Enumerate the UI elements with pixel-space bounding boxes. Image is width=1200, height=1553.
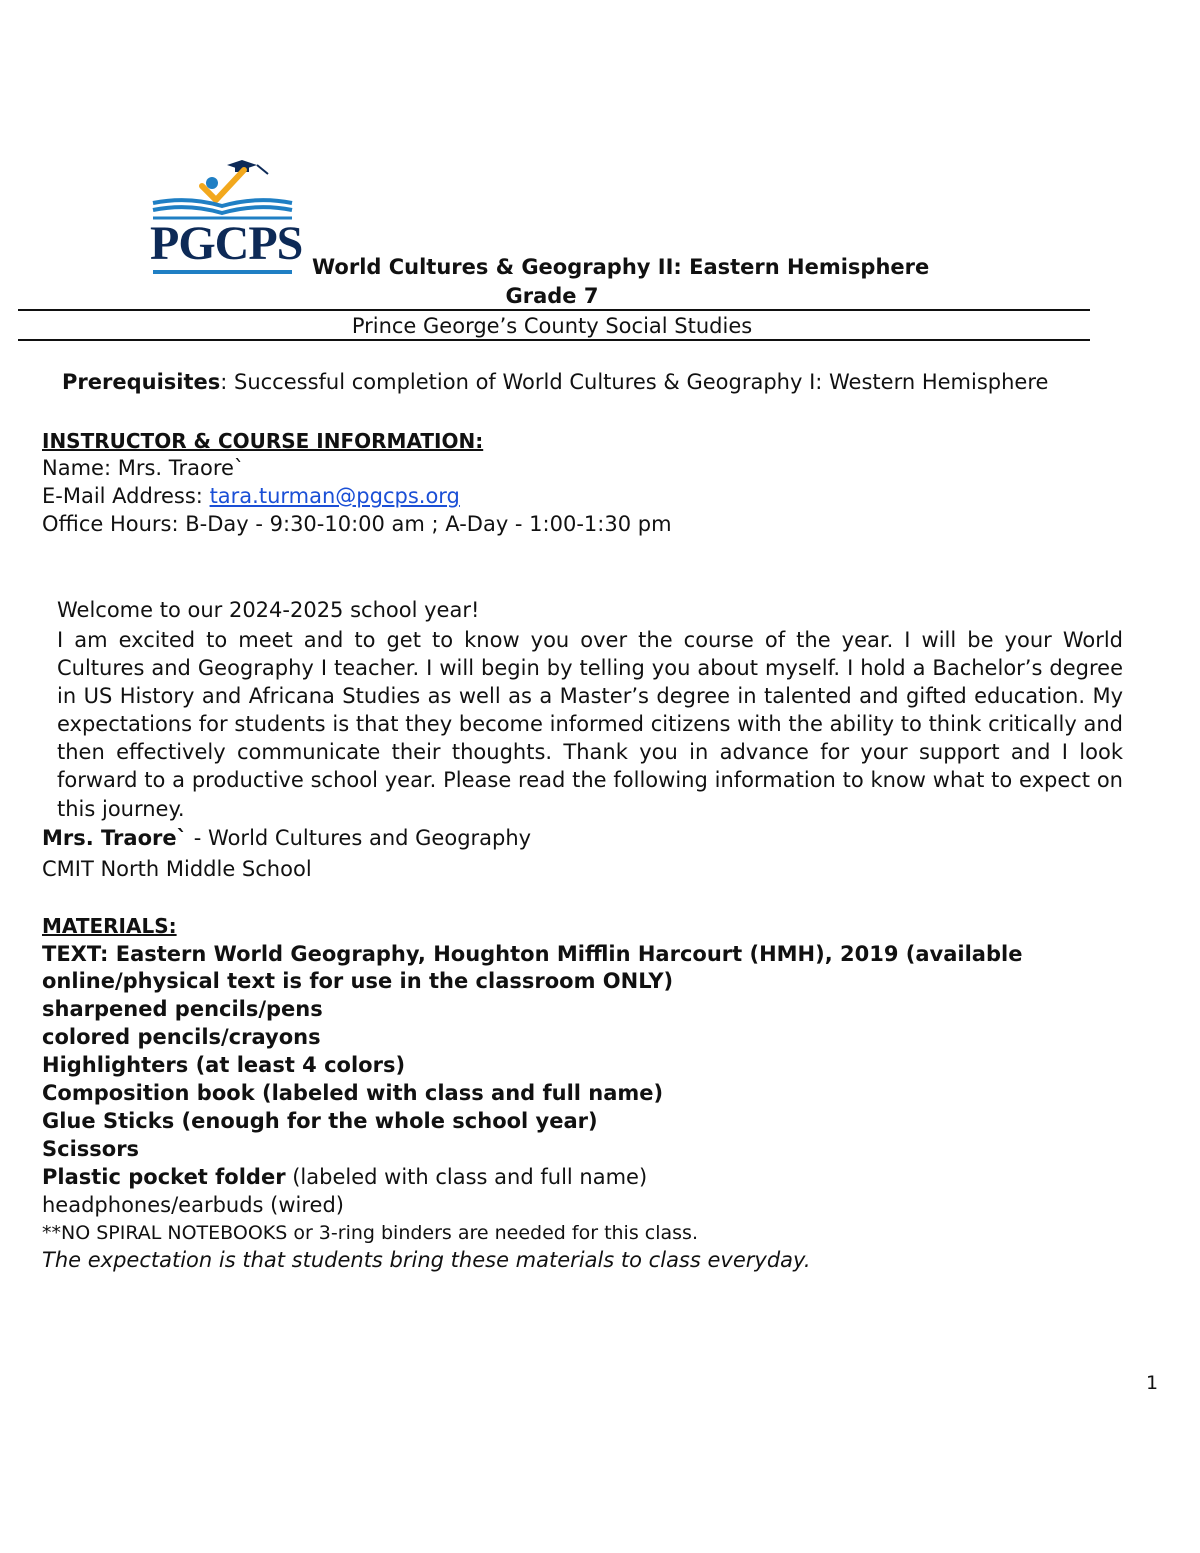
email-label: E-Mail Address: [42,484,210,508]
textbook-line-1: TEXT: Eastern World Geography, Houghton Mifflin Harcourt (HMH), 2019 (available [42,942,1023,966]
instructor-email-line [42,484,460,508]
logo-wordmark: PGCPS [150,217,303,270]
material-item: Scissors [42,1137,140,1161]
materials-heading: MATERIALS: [42,914,177,938]
material-item: Highlighters (at least 4 colors) [42,1053,406,1077]
prerequisites-text: : Successful completion of World Cultures & Geography I: Western Hemisphere [220,370,1049,394]
header-subtitle: Prince George’s County Social Studies [351,314,753,338]
no-spiral-note: **NO SPIRAL NOTEBOOKS or 3-ring binders are needed for this class. [42,1222,698,1244]
instructor-heading: INSTRUCTOR & COURSE INFORMATION: [42,429,484,453]
folder-note: (labeled with class and full name) [285,1165,648,1189]
material-item: colored pencils/crayons [42,1025,321,1049]
pgcps-logo [150,156,303,274]
signature-line [42,826,531,850]
prerequisites-line [62,370,1048,394]
material-item: Composition book (labeled with class and full name) [42,1081,664,1105]
signature-name: Mrs. Traore` [42,826,188,850]
grade-level: Grade 7 [505,284,599,308]
school-name: CMIT North Middle School [42,857,312,881]
instructor-name: Name: Mrs. Traore` [42,456,245,480]
folder-label: Plastic pocket folder [42,1165,286,1189]
material-item: Glue Sticks (enough for the whole school year) [42,1109,598,1133]
logo-underline-icon [150,270,295,276]
materials-expectation: The expectation is that students bring these materials to class everyday. [42,1248,811,1272]
material-item: sharpened pencils/pens [42,997,323,1021]
welcome-greeting: Welcome to our 2024-2025 school year! [57,598,480,622]
headphones-item: headphones/earbuds (wired) [42,1193,344,1217]
header-rule-bottom [18,339,1090,341]
folder-line [42,1165,647,1189]
welcome-paragraph: I am excited to meet and to get to know you over the course of the year. I will be your World Cultures and Geography I teacher. I will begin by telling you about myself. I hold a Bachelor’s degree in US History and Africana Studies as well as a Master’s degree in talented and gifted education. My expectations for students is that they become informed citizens with the ability to think critically and then effectively communicate their thoughts. Thank you in advance for your support and I look forward to a productive school year. Please read the following information to know what to expect on this journey. [57,628,1123,821]
prerequisites-label: Prerequisites [62,370,221,394]
course-title: World Cultures & Geography II: Eastern Hemisphere [312,255,930,279]
office-hours: Office Hours: B-Day - 9:30-10:00 am ; A-Day - 1:00-1:30 pm [42,512,672,536]
email-link[interactable]: tara.turman@pgcps.org [209,484,460,508]
signature-role: - World Cultures and Geography [187,826,532,850]
textbook-line-2: online/physical text is for use in the classroom ONLY) [42,969,674,993]
logo-graphic-icon [150,156,295,220]
header-rule-top [18,309,1090,311]
page-number: 1 [1146,1372,1159,1394]
